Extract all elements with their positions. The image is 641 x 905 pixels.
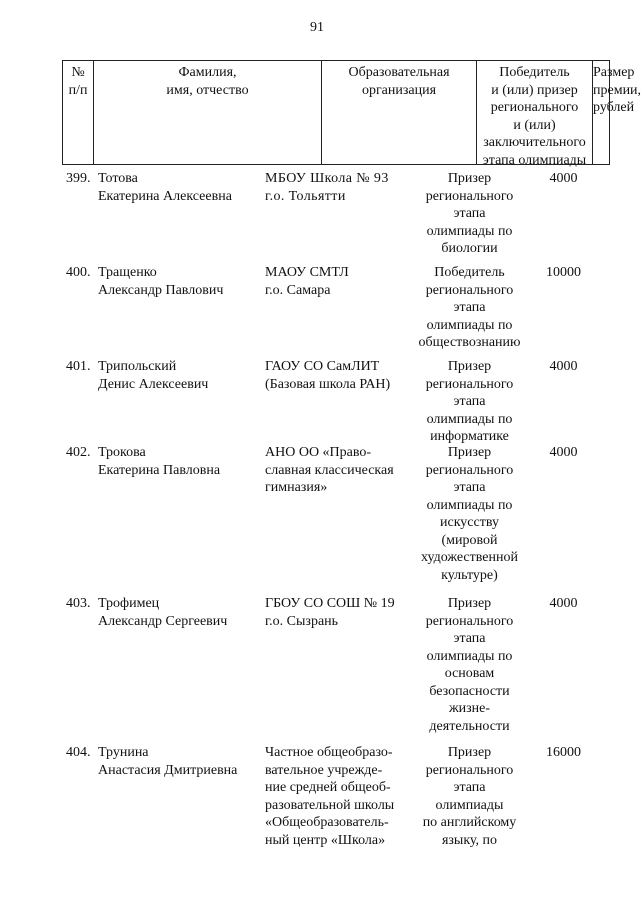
header-name: Фамилия, имя, отчество: [94, 61, 322, 164]
student-name: Трунина Анастасия Дмитриевна: [98, 745, 238, 778]
award-amount: 10000: [546, 265, 581, 280]
award-description: Призер регионального этапа олимпиады по информатике: [425, 359, 514, 444]
award-amount: 4000: [549, 359, 578, 374]
award-amount: 4000: [549, 445, 578, 460]
award-description: Призер регионального этапа олимпиады по основам безопасности жизне- деятельности: [425, 596, 514, 734]
student-name: Тотова Екатерина Алексеевна: [98, 171, 232, 204]
award-amount: 16000: [546, 745, 581, 760]
row-number: 403.: [66, 596, 91, 611]
award-description: Призер регионального этапа олимпиады по английскому языку, по: [422, 745, 517, 848]
student-name: Трипольский Денис Алексеевич: [98, 359, 209, 392]
school-name: ГБОУ СО СОШ № 19 г.о. Сызрань: [265, 596, 395, 629]
table-header: [62, 60, 641, 168]
school-name: ГАОУ СО СамЛИТ (Базовая школа РАН): [265, 359, 391, 392]
student-name: Тращенко Александр Павлович: [98, 265, 224, 298]
row-number: 402.: [66, 445, 91, 460]
row-number: 404.: [66, 745, 91, 760]
row-number: 401.: [66, 359, 91, 374]
header-org: Образовательная организация: [322, 61, 477, 164]
student-name: Трокова Екатерина Павловна: [98, 445, 221, 478]
row-number: 399.: [66, 171, 91, 186]
award-description: Победитель регионального этапа олимпиады по обществознанию: [418, 265, 521, 350]
row-number: 400.: [66, 265, 91, 280]
school-name: МАОУ СМТЛ г.о. Самара: [265, 265, 349, 298]
header-award: Победитель и (или) призер регионального и (или) заключительного этапа олимпиады: [477, 61, 593, 164]
award-description: Призер регионального этапа олимпиады по искусству (мировой художественной культуре): [421, 445, 518, 583]
header-num: № п/п: [63, 61, 94, 164]
award-amount: 4000: [549, 171, 578, 186]
page-number: 91: [310, 20, 324, 35]
award-amount: 4000: [549, 596, 578, 611]
school-name: АНО ОО «Право- славная классическая гимназия»: [265, 445, 394, 495]
student-name: Трофимец Александр Сергеевич: [98, 596, 228, 629]
school-name: МБОУ Школа № 93 г.о. Тольятти: [265, 171, 389, 204]
header-amount: Размер премии, рублей: [593, 65, 641, 115]
school-name: Частное общеобразо- вательное учрежде- ние средней общеоб- разовательной школы «Общеобразователь- ный центр «Школа»: [265, 745, 395, 848]
award-description: Призер регионального этапа олимпиады по биологии: [425, 171, 514, 256]
